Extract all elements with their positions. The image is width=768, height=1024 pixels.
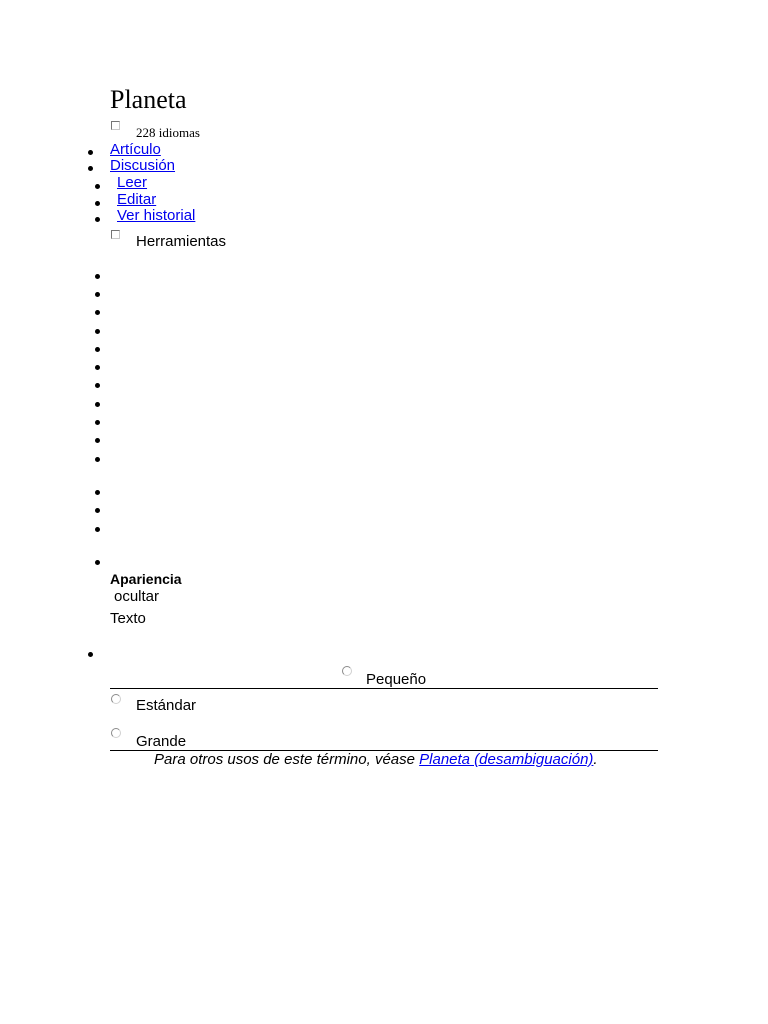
list-bullet (95, 201, 100, 206)
tool-item[interactable] (95, 560, 100, 565)
size-small-label[interactable]: Pequeño (366, 671, 427, 688)
text-section-label: Texto (110, 610, 146, 627)
tab-ver-historial[interactable]: Ver historial (117, 207, 196, 224)
tool-item[interactable] (95, 292, 100, 297)
tool-item[interactable] (95, 310, 100, 315)
list-bullet (88, 652, 93, 657)
list-bullet (95, 184, 100, 189)
tool-item[interactable] (95, 347, 100, 352)
tab-leer[interactable]: Leer (117, 174, 148, 191)
size-large-label[interactable]: Grande (136, 733, 187, 750)
languages-checkbox[interactable] (111, 121, 120, 130)
page-title: Planeta (110, 85, 187, 114)
size-standard-radio[interactable] (111, 694, 121, 704)
list-bullet (88, 150, 93, 155)
hide-appearance-button[interactable]: ocultar (114, 588, 160, 605)
tools-checkbox[interactable] (111, 230, 120, 239)
divider (110, 688, 658, 689)
list-bullet (95, 217, 100, 222)
appearance-heading: Apariencia (110, 571, 182, 587)
tool-item[interactable] (95, 329, 100, 334)
size-small-radio[interactable] (342, 666, 352, 676)
languages-label[interactable]: 228 idiomas (136, 125, 200, 140)
hatnote (154, 751, 598, 769)
tool-item[interactable] (95, 438, 100, 443)
tool-item[interactable] (95, 420, 100, 425)
size-large-radio[interactable] (111, 728, 121, 738)
size-standard-label[interactable]: Estándar (136, 697, 197, 714)
tab-discusion[interactable]: Discusión (110, 157, 176, 174)
tool-item[interactable] (95, 490, 100, 495)
tool-item[interactable] (95, 457, 100, 462)
tab-editar[interactable]: Editar (117, 191, 157, 208)
tab-articulo[interactable]: Artículo (110, 141, 161, 158)
disambiguation-link[interactable]: Planeta (desambiguación) (419, 751, 594, 768)
tool-item[interactable] (95, 402, 100, 407)
tool-item[interactable] (95, 527, 100, 532)
hatnote-suffix: . (593, 751, 598, 768)
tool-item[interactable] (95, 365, 100, 370)
tool-item[interactable] (95, 274, 100, 279)
hatnote-prefix: Para otros usos de este término, véase (154, 751, 420, 768)
tool-item[interactable] (95, 508, 100, 513)
tools-label[interactable]: Herramientas (136, 233, 227, 250)
tool-item[interactable] (95, 383, 100, 388)
list-bullet (88, 166, 93, 171)
